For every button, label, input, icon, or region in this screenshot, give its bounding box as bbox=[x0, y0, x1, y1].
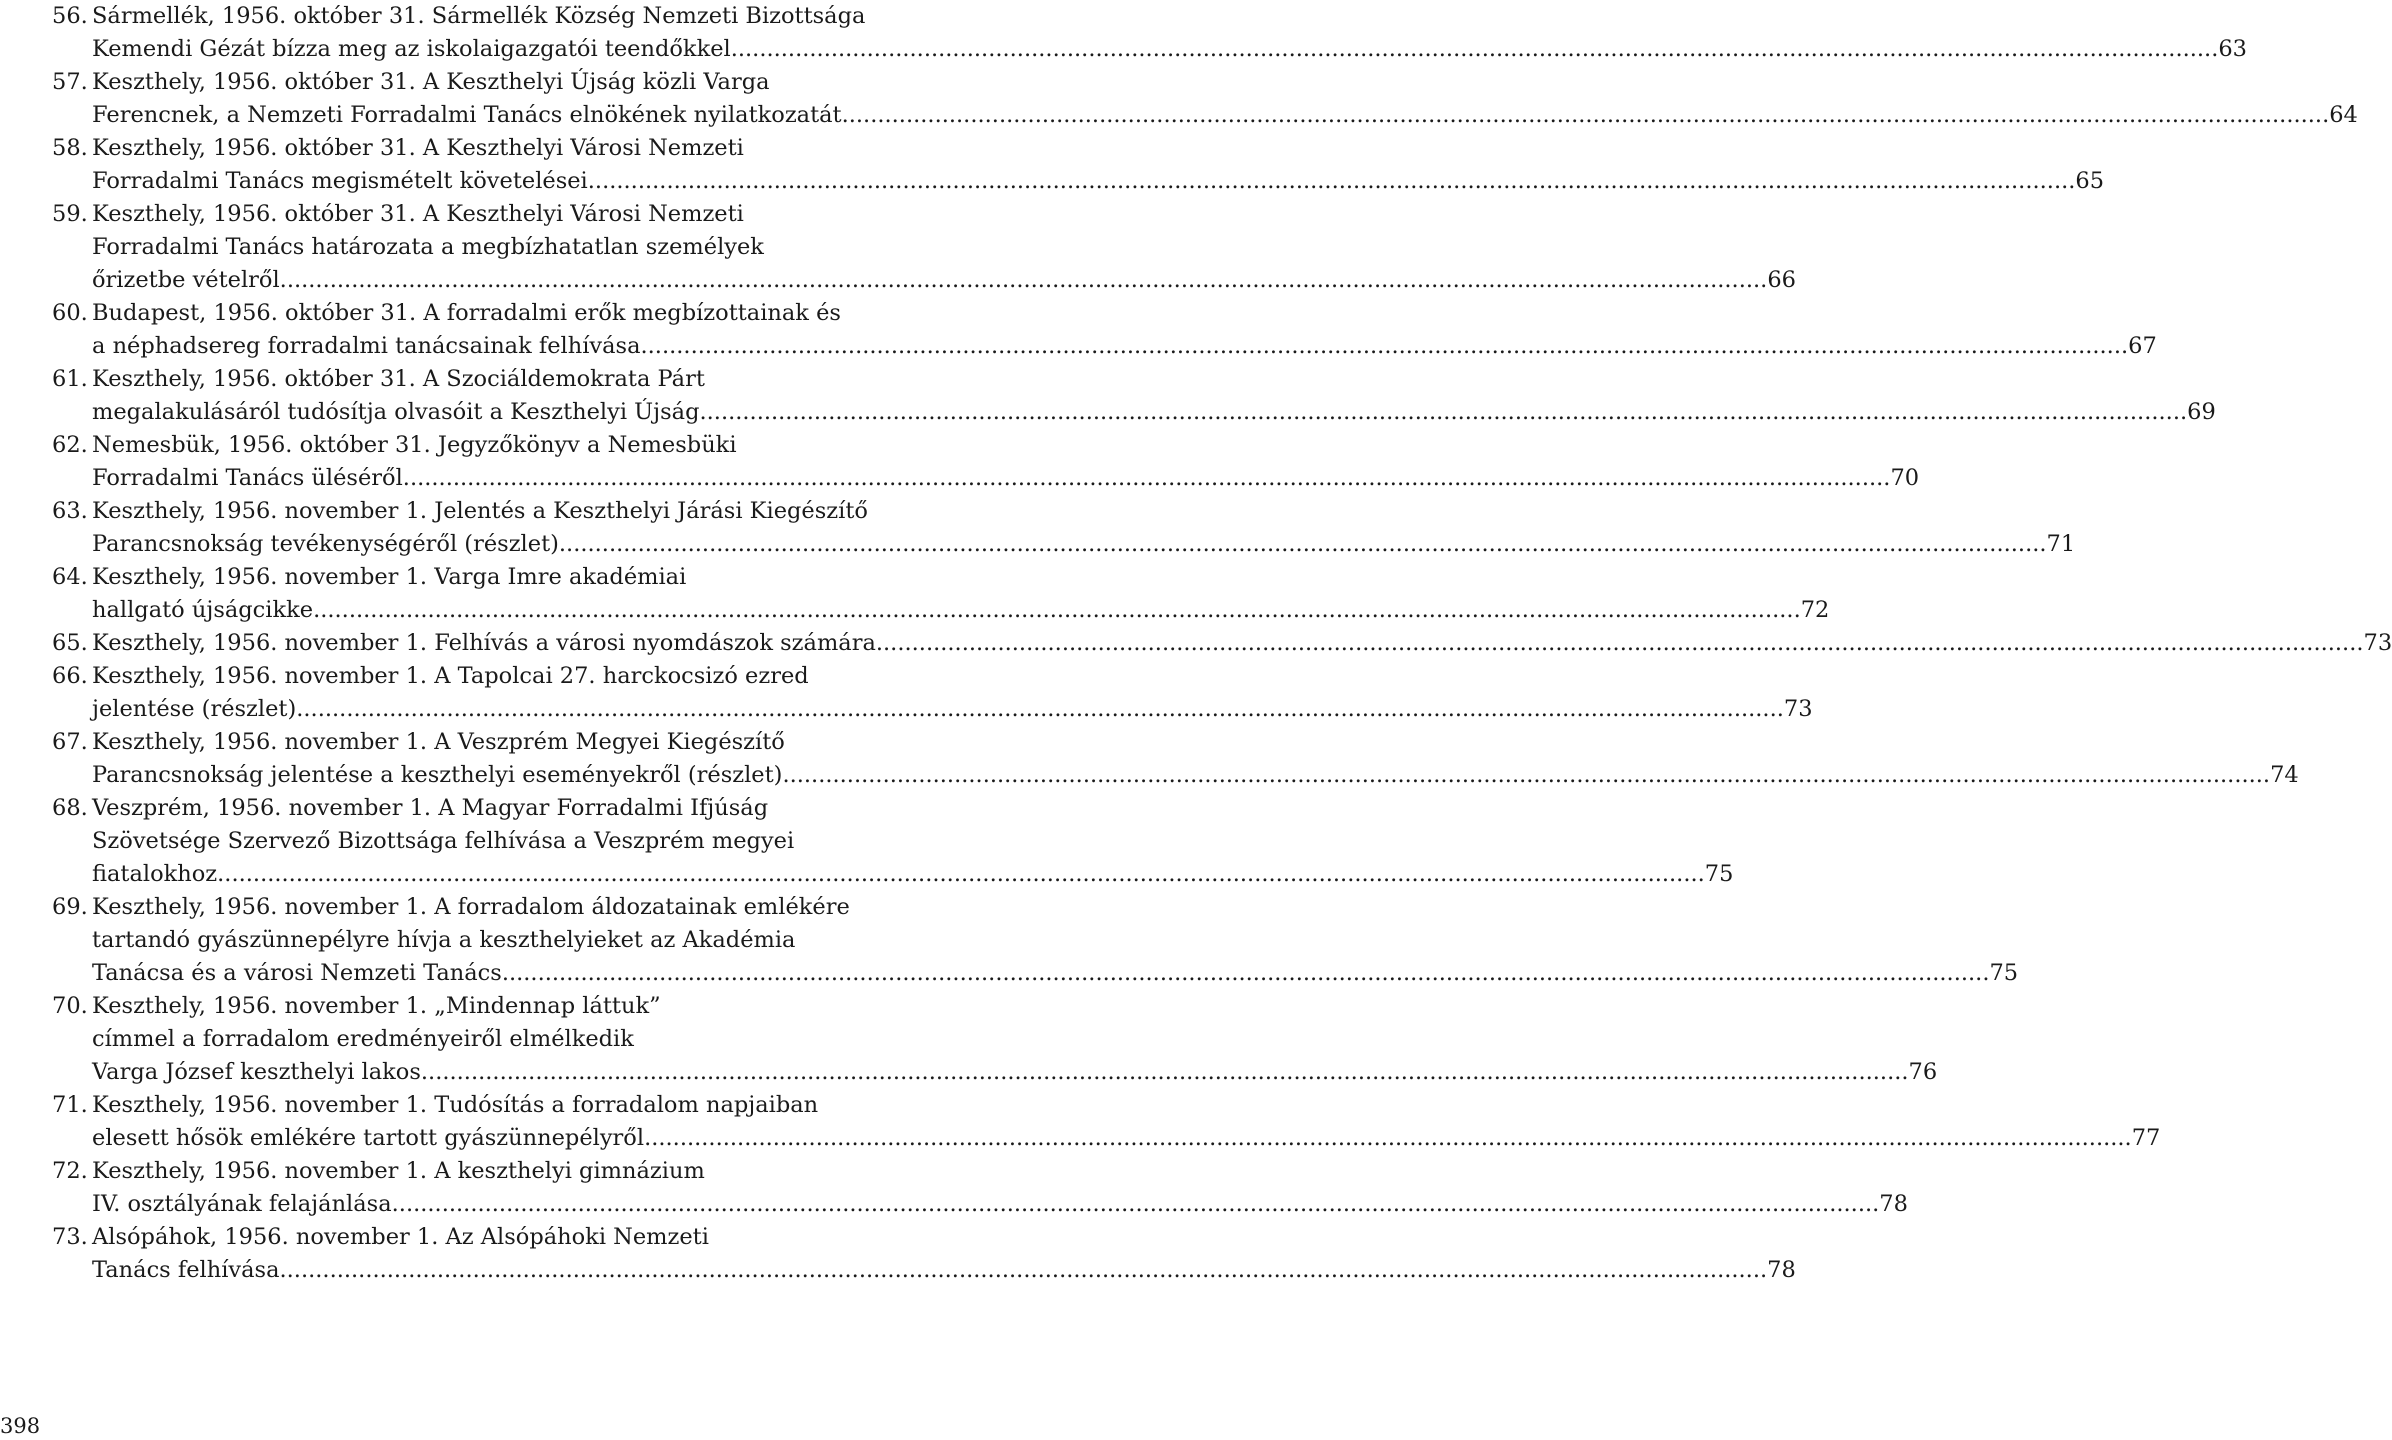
entry-page-number: 71 bbox=[2046, 531, 2076, 557]
entry-title-last-line bbox=[92, 1056, 1937, 1089]
entry-title-line: őrizetbe vételről bbox=[92, 267, 280, 293]
entry-page-number: 65 bbox=[2075, 168, 2105, 194]
toc-entry bbox=[52, 198, 1796, 297]
entry-title-line: Kemendi Gézát bízza meg az iskolaigazgatói teendőkkel bbox=[92, 36, 731, 62]
entry-title bbox=[92, 198, 1796, 297]
toc-entry bbox=[52, 495, 2076, 561]
entry-title-line: Keszthely, 1956. november 1. A Veszprém Megyei Kiegészítő bbox=[92, 729, 785, 755]
entry-title-last-line bbox=[92, 462, 1919, 495]
entry-number: 71. bbox=[52, 1092, 88, 1118]
toc-entry bbox=[52, 297, 2157, 363]
dot-leader bbox=[392, 1188, 1880, 1221]
entry-title-last-line bbox=[92, 759, 2299, 792]
dot-leader bbox=[588, 165, 2076, 198]
entry-page-number: 75 bbox=[1989, 960, 2019, 986]
dot-leader bbox=[280, 1254, 1768, 1287]
entry-title bbox=[92, 726, 2299, 792]
entry-title-line: Keszthely, 1956. október 31. A Keszthelyi Városi Nemzeti bbox=[92, 135, 744, 161]
entry-title bbox=[92, 132, 2104, 198]
entry-number: 70. bbox=[52, 993, 88, 1019]
entry-number: 69. bbox=[52, 894, 88, 920]
dot-leader bbox=[421, 1056, 1909, 1089]
entry-title-last-line bbox=[92, 1122, 2160, 1155]
entry-page-number: 70 bbox=[1890, 465, 1920, 491]
entry-title-line: Keszthely, 1956. november 1. Tudósítás a forradalom napjaiban bbox=[92, 1092, 819, 1118]
entry-number: 68. bbox=[52, 795, 88, 821]
dot-leader bbox=[403, 462, 1891, 495]
entry-page-number: 63 bbox=[2218, 36, 2247, 62]
toc-entry bbox=[52, 627, 2392, 660]
dot-leader bbox=[313, 594, 1801, 627]
dot-leader bbox=[641, 330, 2129, 363]
entry-number: 60. bbox=[52, 300, 88, 326]
table-of-contents bbox=[52, 0, 2392, 1287]
entry-title-line: Forradalmi Tanács határozata a megbízhatatlan személyek bbox=[92, 234, 764, 260]
entry-number: 62. bbox=[52, 432, 88, 458]
entry-title-line: Szövetsége Szervező Bizottsága felhívása a Veszprém megyei bbox=[92, 828, 795, 854]
dot-leader bbox=[876, 627, 2364, 660]
entry-title-line: Budapest, 1956. október 31. A forradalmi erők megbízottainak és bbox=[92, 300, 841, 326]
entry-title-line: Parancsnokság jelentése a keszthelyi eseményekről (részlet) bbox=[92, 762, 783, 788]
entry-title-line: Varga József keszthelyi lakos bbox=[92, 1059, 421, 1085]
dot-leader bbox=[502, 957, 1990, 990]
toc-entry bbox=[52, 1089, 2161, 1155]
entry-number: 67. bbox=[52, 729, 88, 755]
dot-leader bbox=[217, 858, 1705, 891]
entry-title-line: jelentése (részlet) bbox=[92, 696, 297, 722]
toc-entry bbox=[52, 429, 1920, 495]
entry-title-last-line bbox=[92, 627, 2392, 660]
entry-title-line: a néphadsereg forradalmi tanácsainak felhívása bbox=[92, 333, 641, 359]
toc-entry bbox=[52, 561, 1830, 627]
entry-title-last-line bbox=[92, 594, 1829, 627]
toc-entry bbox=[52, 1155, 1908, 1221]
entry-title-line: IV. osztályának felajánlása bbox=[92, 1191, 392, 1217]
entry-page-number: 67 bbox=[2128, 333, 2157, 359]
entry-page-number: 73 bbox=[2363, 630, 2392, 656]
entry-number: 61. bbox=[52, 366, 88, 392]
toc-entry bbox=[52, 66, 2358, 132]
entry-title-last-line bbox=[92, 33, 2247, 66]
entry-title-last-line bbox=[92, 1188, 1908, 1221]
entry-title bbox=[92, 627, 2392, 660]
toc-entry bbox=[52, 660, 1813, 726]
dot-leader bbox=[731, 33, 2219, 66]
entry-title-line: Alsópáhok, 1956. november 1. Az Alsópáhoki Nemzeti bbox=[92, 1224, 709, 1250]
entry-number: 73. bbox=[52, 1224, 88, 1250]
entry-title-line: hallgató újságcikke bbox=[92, 597, 314, 623]
toc-entry bbox=[52, 132, 2105, 198]
entry-page-number: 69 bbox=[2187, 399, 2216, 425]
entry-number: 66. bbox=[52, 663, 88, 689]
page-number: 398 bbox=[0, 1414, 41, 1438]
entry-title-last-line bbox=[92, 957, 2018, 990]
entry-number: 59. bbox=[52, 201, 88, 227]
entry-title-line: Keszthely, 1956. november 1. A keszthelyi gimnázium bbox=[92, 1158, 705, 1184]
entry-title bbox=[92, 1155, 1908, 1221]
dot-leader bbox=[644, 1122, 2132, 1155]
entry-page-number: 73 bbox=[1783, 696, 1813, 722]
entry-title-line: Nemesbük, 1956. október 31. Jegyzőkönyv a Nemesbüki bbox=[92, 432, 737, 458]
entry-title-last-line bbox=[92, 1254, 1796, 1287]
dot-leader bbox=[842, 99, 2330, 132]
entry-number: 64. bbox=[52, 564, 88, 590]
entry-page-number: 66 bbox=[1767, 267, 1796, 293]
entry-title-line: Keszthely, 1956. október 31. A Keszthelyi Városi Nemzeti bbox=[92, 201, 744, 227]
entry-title bbox=[92, 792, 1733, 891]
dot-leader bbox=[699, 396, 2187, 429]
entry-title-last-line bbox=[92, 165, 2104, 198]
dot-leader bbox=[296, 693, 1784, 726]
entry-title-line: Tanácsa és a városi Nemzeti Tanács bbox=[92, 960, 502, 986]
toc-entry bbox=[52, 792, 1734, 891]
toc-entry bbox=[52, 726, 2299, 792]
entry-title bbox=[92, 891, 2018, 990]
entry-number: 57. bbox=[52, 69, 88, 95]
entry-title bbox=[92, 660, 1813, 726]
entry-page-number: 78 bbox=[1879, 1191, 1908, 1217]
entry-title-last-line bbox=[92, 858, 1733, 891]
entry-title bbox=[92, 1089, 2160, 1155]
entry-title bbox=[92, 429, 1919, 495]
entry-title bbox=[92, 297, 2157, 363]
entry-title-line: tartandó gyászünnepélyre hívja a keszthelyieket az Akadémia bbox=[92, 927, 796, 953]
entry-title-line: megalakulásáról tudósítja olvasóit a Keszthelyi Újság bbox=[92, 399, 700, 425]
entry-title-line: fiatalokhoz bbox=[92, 861, 218, 887]
entry-page-number: 75 bbox=[1704, 861, 1734, 887]
entry-number: 72. bbox=[52, 1158, 88, 1184]
entry-title-line: Keszthely, 1956. november 1. „Mindennap láttuk” bbox=[92, 993, 661, 1019]
entry-number: 58. bbox=[52, 135, 88, 161]
entry-title-line: Keszthely, 1956. november 1. Felhívás a városi nyomdászok számára bbox=[92, 630, 876, 656]
entry-title-line: Veszprém, 1956. november 1. A Magyar Forradalmi Ifjúság bbox=[92, 795, 769, 821]
entry-number: 63. bbox=[52, 498, 88, 524]
toc-entries bbox=[52, 0, 2392, 1287]
dot-leader bbox=[782, 759, 2270, 792]
toc-entry bbox=[52, 990, 1938, 1089]
entry-title bbox=[92, 561, 1829, 627]
entry-title bbox=[92, 0, 2247, 66]
entry-number: 65. bbox=[52, 630, 88, 656]
dot-leader bbox=[280, 264, 1768, 297]
entry-title-line: Ferencnek, a Nemzeti Forradalmi Tanács elnökének nyilatkozatát bbox=[92, 102, 842, 128]
entry-title-last-line bbox=[92, 528, 2075, 561]
entry-page-number: 76 bbox=[1908, 1059, 1938, 1085]
entry-title-line: elesett hősök emlékére tartott gyászünnepélyről bbox=[92, 1125, 645, 1151]
entry-title-line: Keszthely, 1956. november 1. A Tapolcai 27. harckocsizó ezred bbox=[92, 663, 809, 689]
entry-page-number: 78 bbox=[1767, 1257, 1796, 1283]
entry-title-line: Sármellék, 1956. október 31. Sármellék Község Nemzeti Bizottsága bbox=[92, 3, 866, 29]
entry-title-line: Keszthely, 1956. november 1. Jelentés a Keszthelyi Járási Kiegészítő bbox=[92, 498, 868, 524]
toc-entry bbox=[52, 891, 2019, 990]
entry-title-line: Keszthely, 1956. október 31. A Keszthelyi Újság közli Varga bbox=[92, 69, 770, 95]
dot-leader bbox=[559, 528, 2047, 561]
entry-page-number: 64 bbox=[2329, 102, 2358, 128]
toc-entry bbox=[52, 363, 2216, 429]
toc-entry bbox=[52, 0, 2247, 66]
entry-title-line: Parancsnokság tevékenységéről (részlet) bbox=[92, 531, 559, 557]
entry-title bbox=[92, 990, 1937, 1089]
entry-title bbox=[92, 363, 2216, 429]
entry-title-line: Forradalmi Tanács üléséről bbox=[92, 465, 403, 491]
entry-page-number: 77 bbox=[2131, 1125, 2161, 1151]
entry-title bbox=[92, 495, 2075, 561]
entry-title-last-line bbox=[92, 396, 2216, 429]
entry-title-line: címmel a forradalom eredményeiről elmélkedik bbox=[92, 1026, 634, 1052]
entry-title-line: Keszthely, 1956. november 1. A forradalom áldozatainak emlékére bbox=[92, 894, 850, 920]
entry-title-last-line bbox=[92, 99, 2358, 132]
entry-page-number: 72 bbox=[1800, 597, 1830, 623]
entry-title-line: Keszthely, 1956. október 31. A Szociáldemokrata Párt bbox=[92, 366, 705, 392]
entry-title-line: Forradalmi Tanács megismételt követelései bbox=[92, 168, 588, 194]
entry-title-last-line bbox=[92, 693, 1813, 726]
entry-number: 56. bbox=[52, 3, 88, 29]
entry-page-number: 74 bbox=[2270, 762, 2299, 788]
entry-title-last-line bbox=[92, 330, 2157, 363]
entry-title bbox=[92, 66, 2358, 132]
toc-entry bbox=[52, 1221, 1796, 1287]
entry-title-line: Tanács felhívása bbox=[92, 1257, 280, 1283]
entry-title bbox=[92, 1221, 1796, 1287]
entry-title-line: Keszthely, 1956. november 1. Varga Imre akadémiai bbox=[92, 564, 687, 590]
entry-title-last-line bbox=[92, 264, 1796, 297]
